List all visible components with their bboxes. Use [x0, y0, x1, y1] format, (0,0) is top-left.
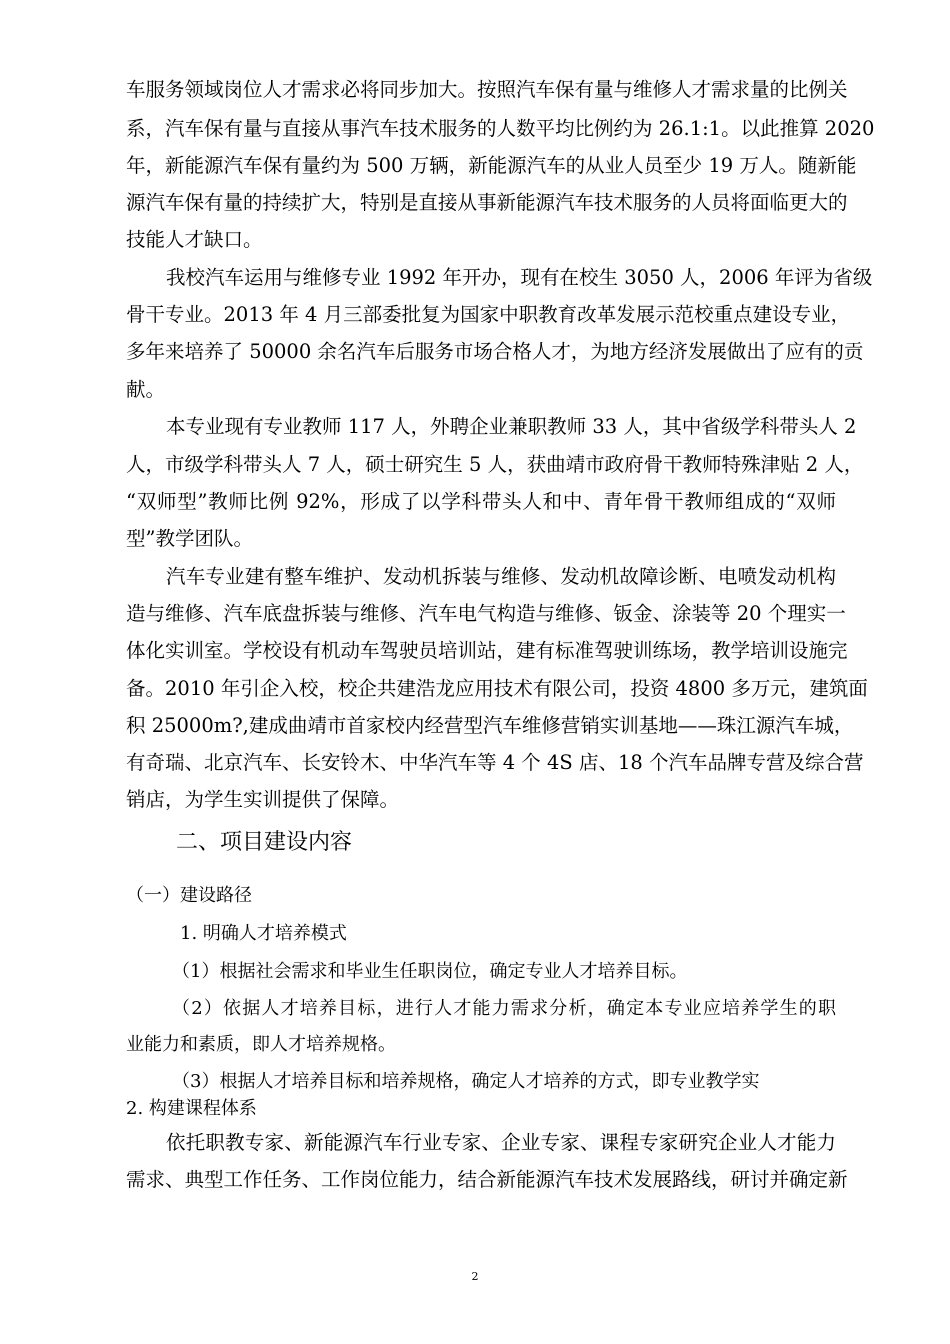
- sub-item-3: （3）根据人才培养目标和培养规格，确定人才培养的方式，即专业教学实: [172, 1071, 760, 1092]
- p3-line-2: 人，市级学科带头人 7 人，硕士研究生 5 人，获曲靖市政府骨干教师特殊津贴 2 人，: [126, 453, 864, 476]
- p1-line-2: 系，汽车保有量与直接从事汽车技术服务的人数平均比例约为 26.1:1。以此推算 2020: [126, 117, 875, 140]
- sub-item-2-line-2: 业能力和素质，即人才培养规格。: [126, 1034, 396, 1055]
- subsection-title: （一）建设路径: [126, 885, 252, 906]
- p4-line-4: 备。2010 年引企入校，校企共建浩龙应用技术有限公司，投资 4800 多万元，建筑面: [126, 677, 868, 700]
- sub-item-2-line-1: （2）依据人才培养目标，进行人才能力需求分析，确定本专业应培养学生的职: [172, 998, 836, 1019]
- p3-line-1: 本专业现有专业教师 117 人，外聘企业兼职教师 33 人，其中省级学科带头人 2: [166, 415, 857, 438]
- p4-line-2: 造与维修、汽车底盘拆装与维修、汽车电气构造与维修、钣金、涂装等 20 个理实一: [126, 602, 846, 625]
- item-2-title: 2. 构建课程体系: [126, 1098, 257, 1119]
- sub-item-1: （1）根据社会需求和毕业生任职岗位，确定专业人才培养目标。: [172, 961, 688, 982]
- p4-line-3: 体化实训室。学校设有机动车驾驶员培训站，建有标准驾驶训练场，教学培训设施完: [126, 639, 848, 662]
- p4-line-1: 汽车专业建有整车维护、发动机拆装与维修、发动机故障诊断、电喷发动机构: [166, 565, 836, 588]
- section-title: 二、项目建设内容: [176, 830, 353, 855]
- p5-line-2: 需求、典型工作任务、工作岗位能力，结合新能源汽车技术发展路线，研讨并确定新: [126, 1168, 848, 1191]
- p2-line-1: 我校汽车运用与维修专业 1992 年开办，现有在校生 3050 人，2006 年评为省级: [166, 266, 873, 289]
- p4-line-6: 有奇瑞、北京汽车、长安铃木、中华汽车等 4 个 4S 店、18 个汽车品牌专营及综合营: [126, 751, 864, 774]
- p1-line-1: 车服务领域岗位人才需求必将同步加大。按照汽车保有量与维修人才需求量的比例关: [126, 78, 848, 101]
- page-number: 2: [471, 1270, 479, 1283]
- p2-line-4: 献。: [126, 378, 166, 401]
- p1-line-4: 源汽车保有量的持续扩大，特别是直接从事新能源汽车技术服务的人员将面临更大的: [126, 191, 848, 214]
- p2-line-2: 骨干专业。2013 年 4 月三部委批复为国家中职教育改革发展示范校重点建设专业，: [126, 303, 851, 326]
- item-1-title: 1. 明确人才培养模式: [180, 923, 347, 944]
- p5-line-1: 依托职教专家、新能源汽车行业专家、企业专家、课程专家研究企业人才能力: [166, 1131, 836, 1154]
- p3-line-4: 型”教学团队。: [126, 527, 253, 550]
- p1-line-5: 技能人才缺口。: [126, 228, 263, 251]
- p1-line-3: 年，新能源汽车保有量约为 500 万辆，新能源汽车的从业人员至少 19 万人。随新能: [126, 154, 857, 177]
- p2-line-3: 多年来培养了 50000 余名汽车后服务市场合格人才，为地方经济发展做出了应有的贡: [126, 340, 864, 363]
- p4-line-7: 销店，为学生实训提供了保障。: [126, 788, 400, 811]
- p4-line-5: 积 25000m?,建成曲靖市首家校内经营型汽车维修营销实训基地——珠江源汽车城，: [126, 714, 854, 737]
- p3-line-3: “双师型”教师比例 92%，形成了以学科带头人和中、青年骨干教师组成的“双师: [126, 490, 836, 513]
